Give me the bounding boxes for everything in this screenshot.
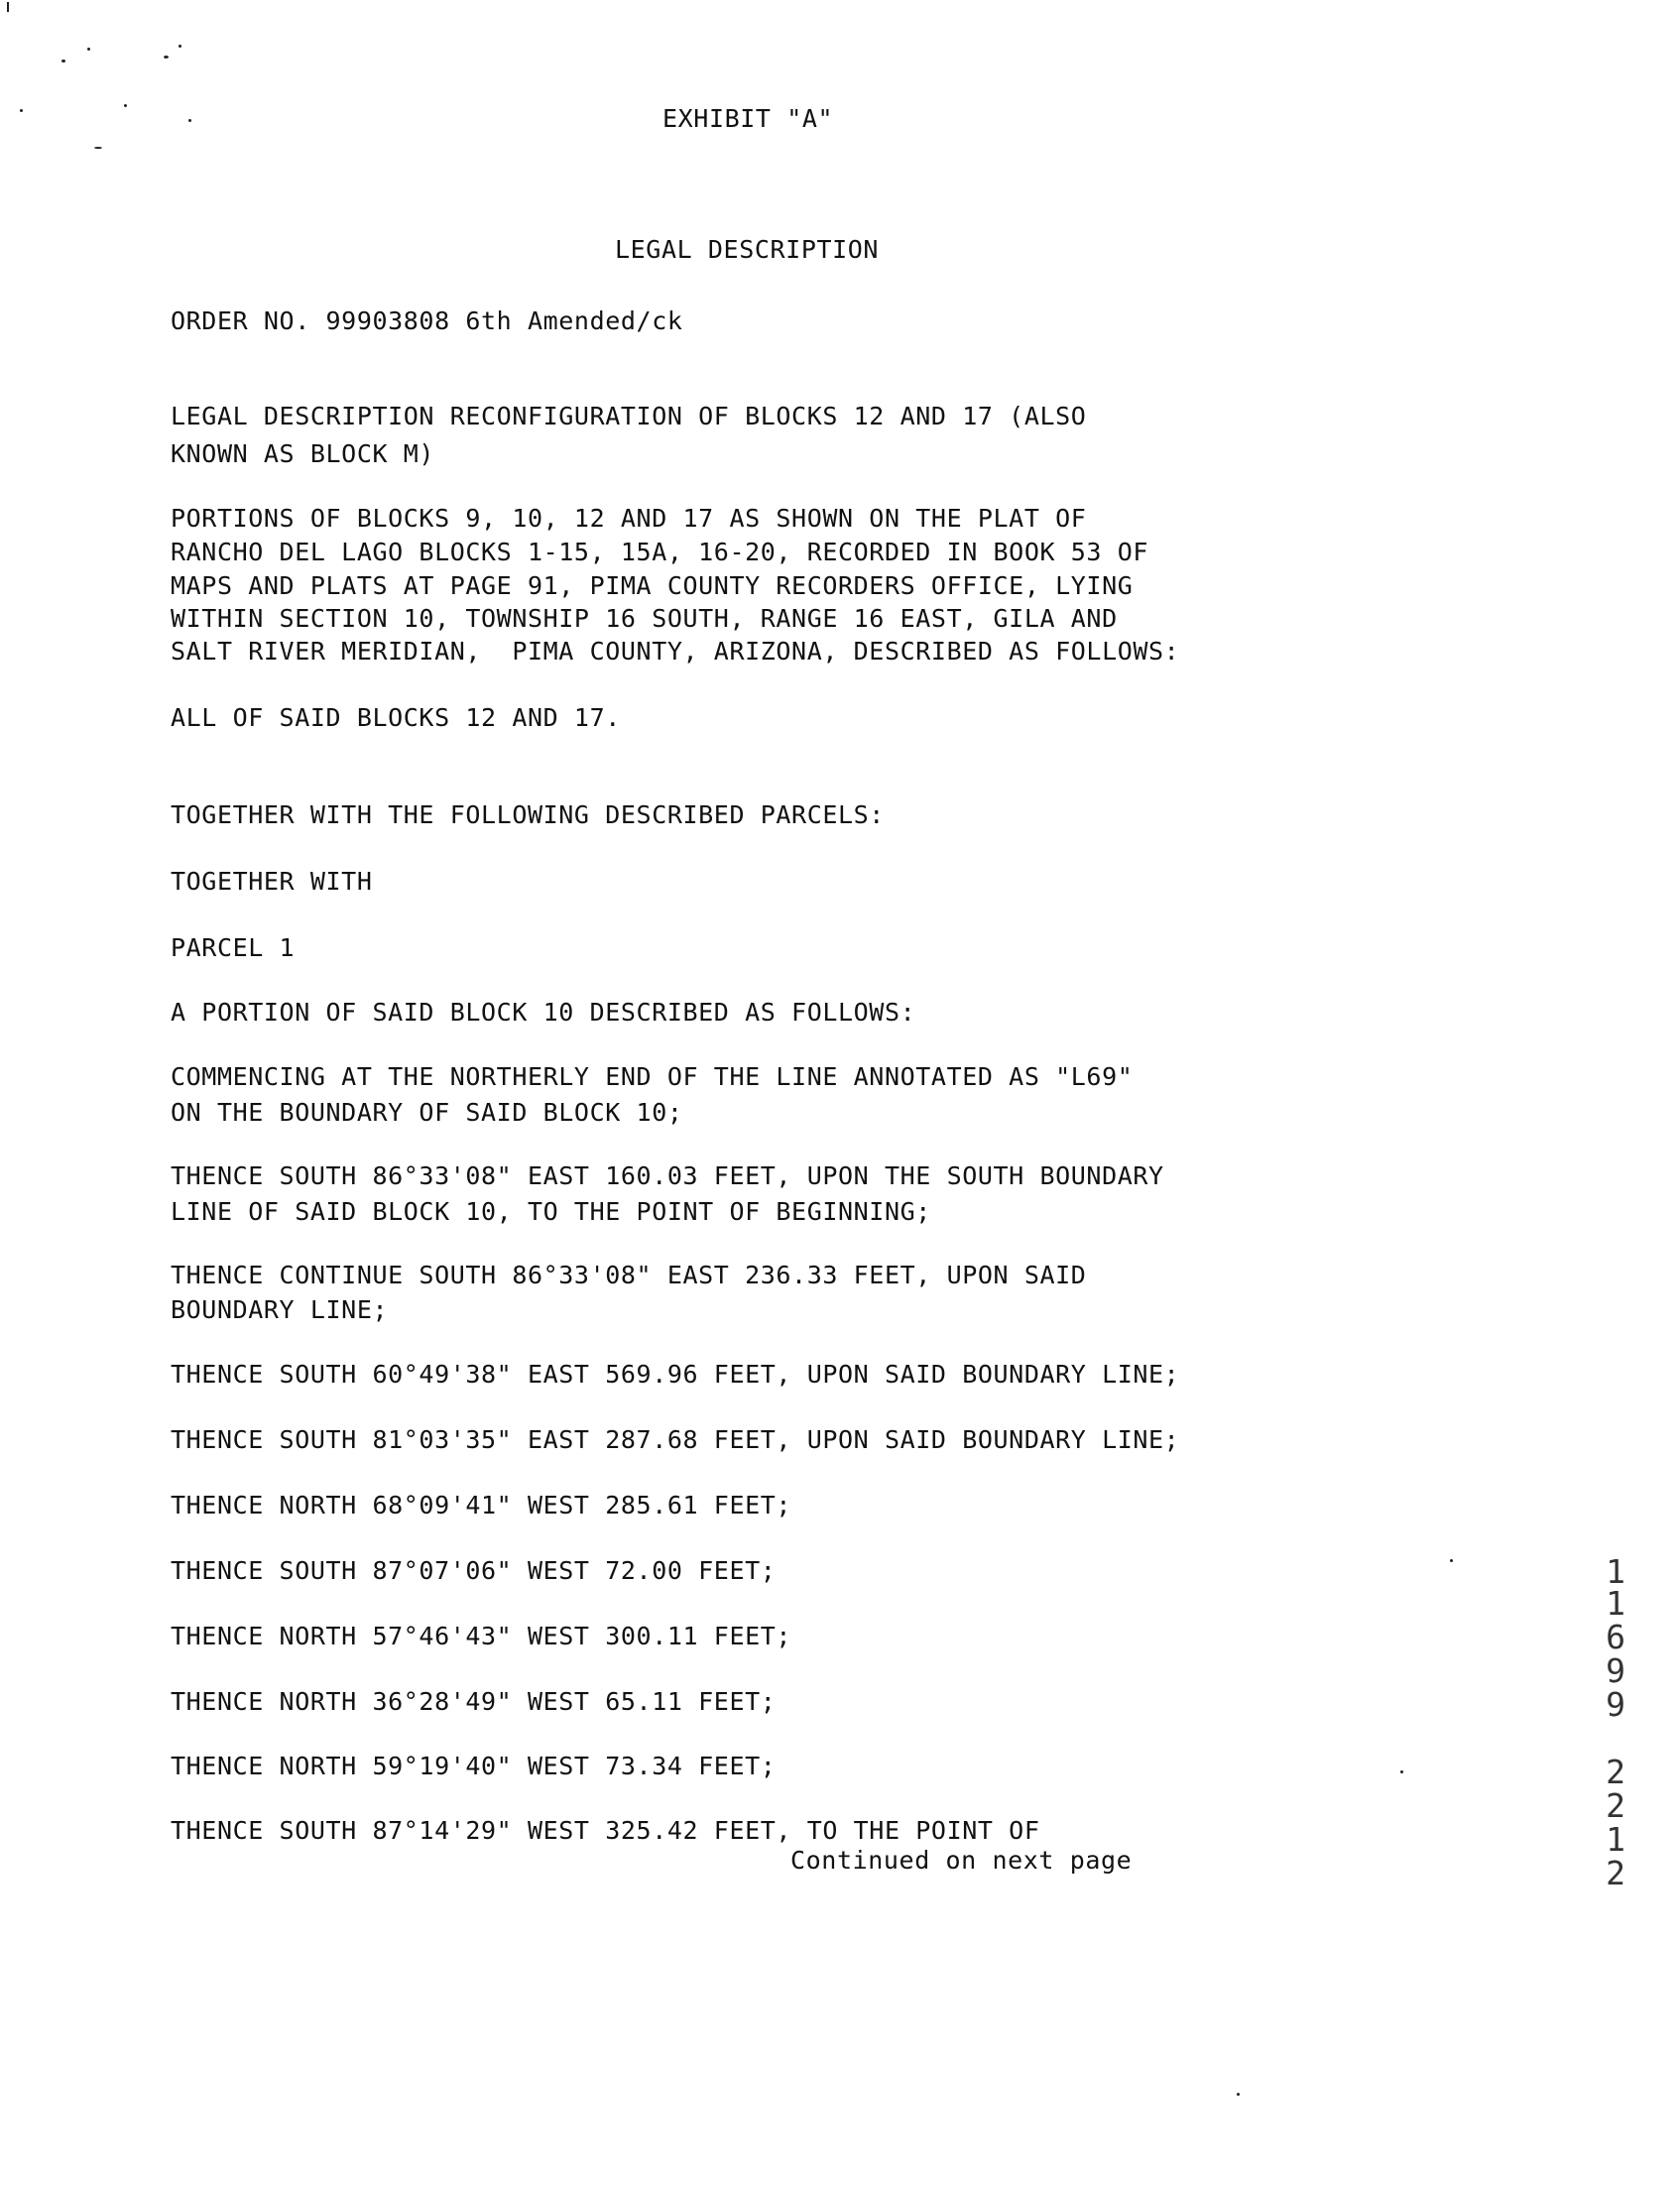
body-line: KNOWN AS BLOCK M) — [171, 439, 435, 468]
scan-speck — [87, 48, 90, 51]
body-line: TOGETHER WITH THE FOLLOWING DESCRIBED PARCELS: — [171, 800, 885, 829]
doc-number-digit: 1 — [1606, 1552, 1625, 1591]
doc-number-digit: 1 — [1606, 1584, 1625, 1623]
body-line: THENCE SOUTH 81°03'35" EAST 287.68 FEET, UPON SAID BOUNDARY LINE; — [171, 1425, 1180, 1454]
body-line: THENCE NORTH 59°19'40" WEST 73.34 FEET; — [171, 1752, 777, 1780]
scan-speck — [188, 119, 191, 122]
body-line: THENCE NORTH 68°09'41" WEST 285.61 FEET; — [171, 1491, 792, 1519]
doc-number-digit: 2 — [1606, 1854, 1625, 1892]
body-line: LEGAL DESCRIPTION RECONFIGURATION OF BLOCKS 12 AND 17 (ALSO — [171, 402, 1087, 430]
body-line: THENCE SOUTH 87°07'06" WEST 72.00 FEET; — [171, 1556, 777, 1585]
scan-speck — [1450, 1559, 1453, 1562]
body-line: BOUNDARY LINE; — [171, 1295, 389, 1324]
body-line: THENCE SOUTH 60°49'38" EAST 569.96 FEET, UPON SAID BOUNDARY LINE; — [171, 1360, 1180, 1389]
scan-speck — [20, 109, 23, 112]
body-line: THENCE CONTINUE SOUTH 86°33'08" EAST 236.33 FEET, UPON SAID — [171, 1261, 1087, 1289]
body-line: TOGETHER WITH — [171, 867, 373, 896]
body-line: COMMENCING AT THE NORTHERLY END OF THE LINE ANNOTATED AS "L69" — [171, 1062, 1134, 1091]
scan-speck — [164, 56, 169, 59]
body-line: THENCE NORTH 36°28'49" WEST 65.11 FEET; — [171, 1687, 777, 1716]
scan-speck — [1237, 2093, 1240, 2096]
body-line: MAPS AND PLATS AT PAGE 91, PIMA COUNTY RECORDERS OFFICE, LYING — [171, 571, 1134, 600]
body-line: THENCE NORTH 57°46'43" WEST 300.11 FEET; — [171, 1622, 792, 1650]
body-line: WITHIN SECTION 10, TOWNSHIP 16 SOUTH, RANGE 16 EAST, GILA AND — [171, 604, 1118, 633]
doc-number-digit: 2 — [1606, 1753, 1625, 1791]
body-line: THENCE SOUTH 86°33'08" EAST 160.03 FEET, UPON THE SOUTH BOUNDARY — [171, 1161, 1164, 1190]
body-line: SALT RIVER MERIDIAN, PIMA COUNTY, ARIZONA, DESCRIBED AS FOLLOWS: — [171, 637, 1180, 666]
body-line: RANCHO DEL LAGO BLOCKS 1-15, 15A, 16-20, RECORDED IN BOOK 53 OF — [171, 538, 1149, 566]
doc-number-digit: 1 — [1606, 1820, 1625, 1859]
scan-speck — [124, 104, 127, 107]
doc-number-digit: 2 — [1606, 1786, 1625, 1825]
body-line: PORTIONS OF BLOCKS 9, 10, 12 AND 17 AS SHOWN ON THE PLAT OF — [171, 504, 1087, 533]
body-line: ALL OF SAID BLOCKS 12 AND 17. — [171, 703, 621, 732]
doc-number-digit: 6 — [1606, 1618, 1625, 1656]
exhibit-title: EXHIBIT "A" — [662, 104, 834, 133]
doc-number-digit: 9 — [1606, 1685, 1625, 1724]
body-line: PARCEL 1 — [171, 933, 296, 962]
continued-note: Continued on next page — [790, 1846, 1133, 1875]
scan-speck — [94, 147, 102, 149]
body-line: LINE OF SAID BLOCK 10, TO THE POINT OF BEGINNING; — [171, 1197, 931, 1226]
body-line: THENCE SOUTH 87°14'29" WEST 325.42 FEET, TO THE POINT OF — [171, 1816, 1040, 1845]
document-heading: LEGAL DESCRIPTION — [615, 235, 880, 264]
body-line: A PORTION OF SAID BLOCK 10 DESCRIBED AS FOLLOWS: — [171, 998, 916, 1027]
scan-speck — [61, 60, 65, 62]
order-number: ORDER NO. 99903808 6th Amended/ck — [171, 306, 683, 335]
doc-number-digit: 9 — [1606, 1651, 1625, 1690]
scan-speck — [1400, 1770, 1403, 1773]
scan-speck — [179, 45, 181, 48]
body-line: ON THE BOUNDARY OF SAID BLOCK 10; — [171, 1098, 683, 1127]
scan-speck — [7, 2, 9, 12]
